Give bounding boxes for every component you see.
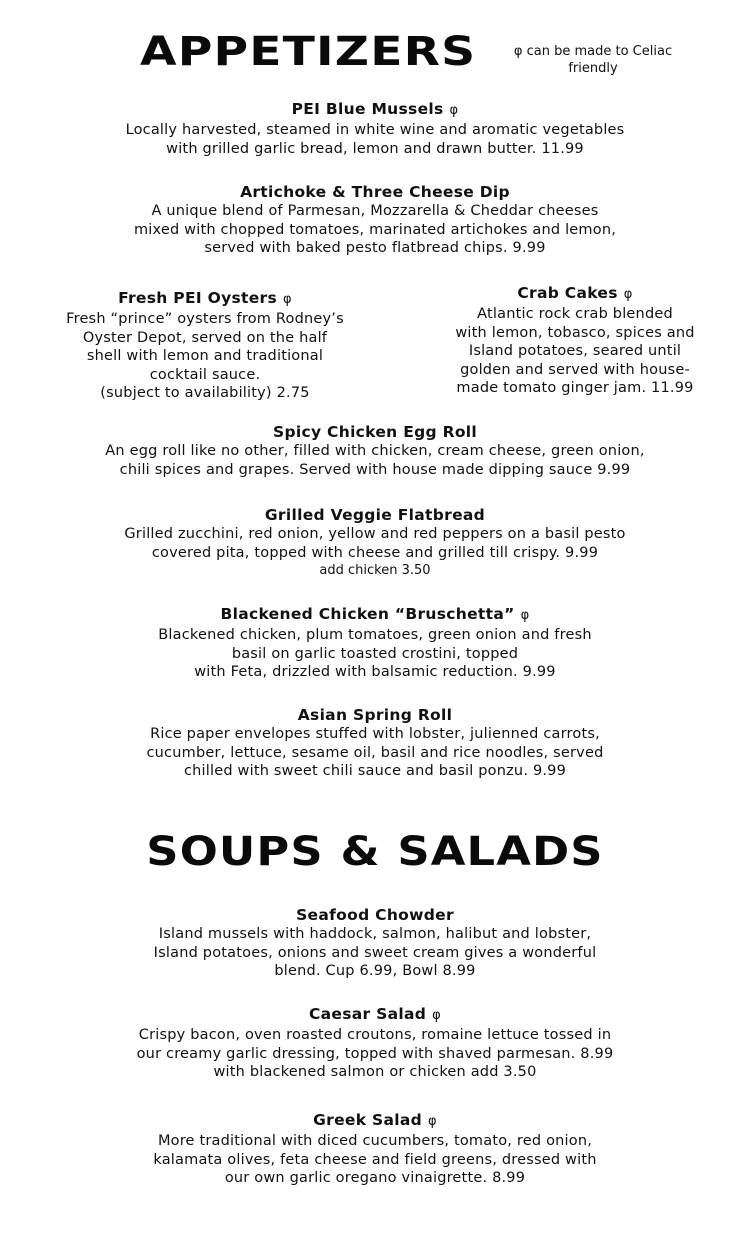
item-description: Locally harvested, steamed in white wine and aromatic vegetables with grilled garlic bread, lemon and drawn butter. 11.99	[125, 122, 625, 157]
item-name: Fresh PEI Oysters φ	[118, 289, 292, 307]
menu-item-seafood-chowder	[10, 905, 740, 981]
item-name: Greek Salad φ	[313, 1111, 437, 1129]
item-description: Rice paper envelopes stuffed with lobster, julienned carrots, cucumber, lettuce, sesame oil, basil and rice noodles, served chilled with sweet chili sauce and basil ponzu. 9.99	[146, 726, 604, 779]
item-name: Caesar Salad φ	[308, 1005, 442, 1023]
celiac-symbol-icon: φ	[283, 292, 292, 307]
item-description: Island mussels with haddock, salmon, halibut and lobster, Island potatoes, onions and sweet cream gives a wonderful blend. Cup 6.99, Bowl 8.99	[153, 926, 597, 979]
item-description: A unique blend of Parmesan, Mozzarella & Cheddar cheeses mixed with chopped tomatoes, marinated artichokes and lemon, served with baked pesto flatbread chips. 9.99	[133, 203, 617, 256]
menu-item-artichoke-dip	[10, 182, 740, 258]
item-name: PEI Blue Mussels φ	[291, 100, 459, 118]
menu-item-spicy-chicken-egg-roll	[10, 422, 740, 479]
item-name: Crab Cakes φ	[517, 284, 633, 302]
appetizers-heading: APPETIZERS	[140, 29, 477, 75]
item-name: Asian Spring Roll	[297, 706, 453, 724]
item-description: More traditional with diced cucumbers, tomato, red onion, kalamata olives, feta cheese and field greens, dressed with our own garlic oregano vinaigrette. 8.99	[153, 1133, 597, 1186]
menu-item-asian-spring-roll	[10, 705, 740, 781]
menu-item-blackened-chicken-bruschetta	[10, 604, 740, 682]
menu-item-caesar-salad	[10, 1004, 740, 1082]
item-addon-note: add chicken 3.50	[319, 563, 431, 578]
item-description: Fresh “prince” oysters from Rodney’s Oyster Depot, served on the half shell with lemon and traditional cocktail sauce. (subject to availability) 2.75	[66, 311, 344, 401]
item-name: Blackened Chicken “Bruschetta” φ	[220, 605, 530, 623]
item-name: Grilled Veggie Flatbread	[264, 506, 486, 524]
soups-salads-heading: SOUPS & SALADS	[146, 829, 604, 875]
celiac-symbol-icon: φ	[432, 1008, 442, 1023]
item-name: Spicy Chicken Egg Roll	[273, 423, 477, 441]
celiac-symbol-icon: φ	[449, 103, 459, 118]
item-description: Atlantic rock crab blended with lemon, tobasco, spices and Island potatoes, seared until golden and served with house- made tomato ginger jam. 11.99	[455, 306, 695, 396]
item-description: Blackened chicken, plum tomatoes, green onion and fresh basil on garlic toasted crostini, topped with Feta, drizzled with balsamic reduction. 9.99	[158, 627, 592, 680]
item-description: Grilled zucchini, red onion, yellow and red peppers on a basil pesto covered pita, topped with cheese and grilled till crispy. 9.99	[124, 526, 626, 561]
celiac-symbol-icon: φ	[520, 608, 530, 623]
item-name: Artichoke & Three Cheese Dip	[240, 183, 510, 201]
item-description: An egg roll like no other, filled with chicken, cream cheese, green onion, chili spices and grapes. Served with house made dipping sauce 9.99	[105, 443, 645, 478]
menu-item-pei-blue-mussels	[10, 99, 740, 158]
celiac-symbol-icon: φ	[428, 1114, 437, 1129]
item-description: Crispy bacon, oven roasted croutons, romaine lettuce tossed in our creamy garlic dressing, topped with shaved parmesan. 8.99 with blackened salmon or chicken add 3.50	[136, 1027, 614, 1080]
celiac-legend: φ can be made to Celiac friendly	[513, 44, 673, 76]
menu-item-fresh-pei-oysters	[10, 288, 400, 403]
celiac-symbol-icon: φ	[623, 287, 633, 302]
menu-item-greek-salad	[10, 1110, 740, 1188]
menu-item-crab-cakes	[405, 283, 745, 398]
item-name: Seafood Chowder	[296, 906, 454, 924]
menu-item-grilled-veggie-flatbread	[10, 505, 740, 579]
